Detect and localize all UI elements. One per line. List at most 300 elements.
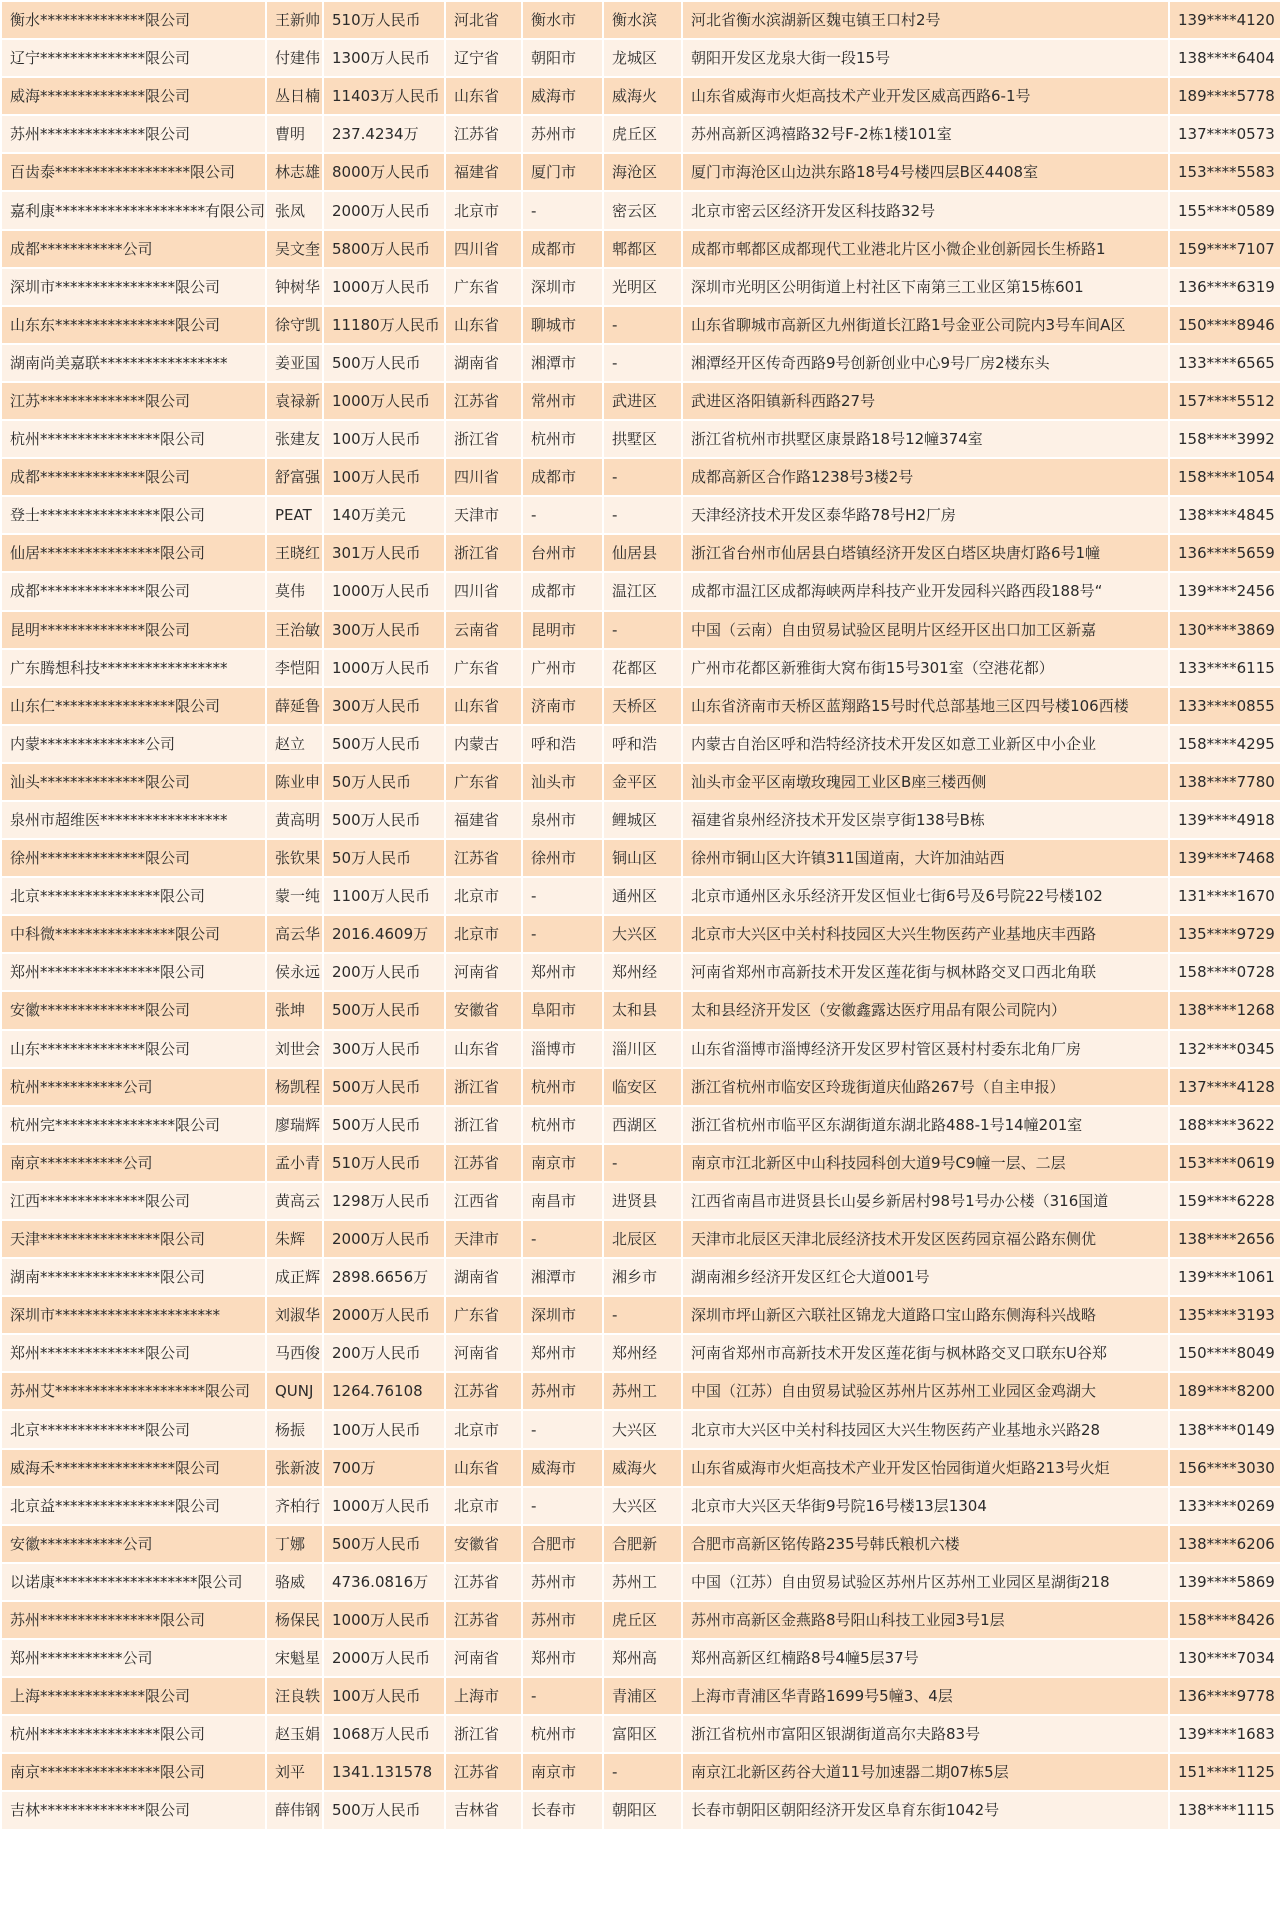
province-cell: 福建省 bbox=[446, 802, 521, 838]
address-cell: 中国（云南）自由贸易试验区昆明片区经开区出口加工区新嘉 bbox=[683, 612, 1168, 648]
province-cell: 浙江省 bbox=[446, 535, 521, 571]
city-cell: - bbox=[523, 497, 602, 533]
city-cell: 郑州市 bbox=[523, 954, 602, 990]
phone-cell: 158****8426 bbox=[1170, 1602, 1280, 1638]
legal-rep-cell: 侯永远 bbox=[267, 954, 322, 990]
legal-rep-cell: 廖瑞辉 bbox=[267, 1107, 322, 1143]
city-cell: 南昌市 bbox=[523, 1183, 602, 1219]
registered-capital-cell: 500万人民币 bbox=[324, 345, 444, 381]
phone-cell: 133****0269 bbox=[1170, 1488, 1280, 1524]
province-cell: 四川省 bbox=[446, 459, 521, 495]
table-row bbox=[2, 383, 1280, 419]
registered-capital-cell: 700万 bbox=[324, 1450, 444, 1486]
district-cell: 湘乡市 bbox=[604, 1259, 681, 1295]
city-cell: 苏州市 bbox=[523, 1373, 602, 1409]
legal-rep-cell: 袁禄新 bbox=[267, 383, 322, 419]
registered-capital-cell: 500万人民币 bbox=[324, 1069, 444, 1105]
table-row bbox=[2, 688, 1280, 724]
table-row bbox=[2, 764, 1280, 800]
city-cell: 聊城市 bbox=[523, 307, 602, 343]
province-cell: 山东省 bbox=[446, 307, 521, 343]
phone-cell: 188****3622 bbox=[1170, 1107, 1280, 1143]
registered-capital-cell: 1298万人民币 bbox=[324, 1183, 444, 1219]
phone-cell: 158****4295 bbox=[1170, 726, 1280, 762]
registered-capital-cell: 8000万人民币 bbox=[324, 154, 444, 190]
company-name-cell: 登士****************限公司 bbox=[2, 497, 265, 533]
district-cell: 青浦区 bbox=[604, 1678, 681, 1714]
city-cell: 衡水市 bbox=[523, 2, 602, 38]
address-cell: 深圳市坪山新区六联社区锦龙大道路口宝山路东侧海科兴战略 bbox=[683, 1297, 1168, 1333]
city-cell: 成都市 bbox=[523, 573, 602, 609]
legal-rep-cell: PEAT bbox=[267, 497, 322, 533]
phone-cell: 158****3992 bbox=[1170, 421, 1280, 457]
table-row bbox=[2, 878, 1280, 914]
province-cell: 上海市 bbox=[446, 1678, 521, 1714]
district-cell: 天桥区 bbox=[604, 688, 681, 724]
phone-cell: 132****0345 bbox=[1170, 1031, 1280, 1067]
district-cell: 郑州高 bbox=[604, 1640, 681, 1676]
district-cell: 郑州经 bbox=[604, 1335, 681, 1371]
address-cell: 山东省威海市火炬高技术产业开发区怡园街道火炬路213号火炬 bbox=[683, 1450, 1168, 1486]
address-cell: 山东省济南市天桥区蓝翔路15号时代总部基地三区四号楼106西楼 bbox=[683, 688, 1168, 724]
table-row bbox=[2, 40, 1280, 76]
legal-rep-cell: 杨振 bbox=[267, 1411, 322, 1447]
province-cell: 安徽省 bbox=[446, 992, 521, 1028]
table-row bbox=[2, 1221, 1280, 1257]
province-cell: 山东省 bbox=[446, 688, 521, 724]
province-cell: 内蒙古 bbox=[446, 726, 521, 762]
district-cell: - bbox=[604, 1754, 681, 1790]
legal-rep-cell: 杨保民 bbox=[267, 1602, 322, 1638]
legal-rep-cell: 成正辉 bbox=[267, 1259, 322, 1295]
table-row bbox=[2, 269, 1280, 305]
table-row bbox=[2, 1564, 1280, 1600]
registered-capital-cell: 2000万人民币 bbox=[324, 1297, 444, 1333]
city-cell: 杭州市 bbox=[523, 1107, 602, 1143]
province-cell: 北京市 bbox=[446, 1411, 521, 1447]
address-cell: 太和县经济开发区（安徽鑫露达医疗用品有限公司院内） bbox=[683, 992, 1168, 1028]
company-name-cell: 深圳市********************** bbox=[2, 1297, 265, 1333]
table-row bbox=[2, 1069, 1280, 1105]
phone-cell: 138****1115 bbox=[1170, 1792, 1280, 1828]
district-cell: 仙居县 bbox=[604, 535, 681, 571]
table-row bbox=[2, 459, 1280, 495]
registered-capital-cell: 1000万人民币 bbox=[324, 573, 444, 609]
legal-rep-cell: 张新波 bbox=[267, 1450, 322, 1486]
address-cell: 浙江省台州市仙居县白塔镇经济开发区白塔区块唐灯路6号1幢 bbox=[683, 535, 1168, 571]
province-cell: 河南省 bbox=[446, 1640, 521, 1676]
district-cell: 拱墅区 bbox=[604, 421, 681, 457]
province-cell: 北京市 bbox=[446, 878, 521, 914]
table-row bbox=[2, 802, 1280, 838]
table-row bbox=[2, 612, 1280, 648]
address-cell: 南京市江北新区中山科技园科创大道9号C9幢一层、二层 bbox=[683, 1145, 1168, 1181]
province-cell: 广东省 bbox=[446, 269, 521, 305]
city-cell: 广州市 bbox=[523, 650, 602, 686]
registered-capital-cell: 1000万人民币 bbox=[324, 383, 444, 419]
province-cell: 江苏省 bbox=[446, 1564, 521, 1600]
registered-capital-cell: 500万人民币 bbox=[324, 726, 444, 762]
province-cell: 北京市 bbox=[446, 192, 521, 228]
table-row bbox=[2, 1297, 1280, 1333]
legal-rep-cell: 蒙一纯 bbox=[267, 878, 322, 914]
registered-capital-cell: 2000万人民币 bbox=[324, 192, 444, 228]
phone-cell: 139****5869 bbox=[1170, 1564, 1280, 1600]
district-cell: - bbox=[604, 345, 681, 381]
phone-cell: 133****6115 bbox=[1170, 650, 1280, 686]
table-row bbox=[2, 1754, 1280, 1790]
registered-capital-cell: 1264.76108 bbox=[324, 1373, 444, 1409]
district-cell: 温江区 bbox=[604, 573, 681, 609]
legal-rep-cell: 莫伟 bbox=[267, 573, 322, 609]
phone-cell: 139****2456 bbox=[1170, 573, 1280, 609]
city-cell: 徐州市 bbox=[523, 840, 602, 876]
address-cell: 天津经济技术开发区泰华路78号H2厂房 bbox=[683, 497, 1168, 533]
city-cell: 淄博市 bbox=[523, 1031, 602, 1067]
legal-rep-cell: 徐守凯 bbox=[267, 307, 322, 343]
address-cell: 浙江省杭州市临平区东湖街道东湖北路488-1号14幢201室 bbox=[683, 1107, 1168, 1143]
table-row bbox=[2, 840, 1280, 876]
company-name-cell: 苏州艾********************限公司 bbox=[2, 1373, 265, 1409]
province-cell: 浙江省 bbox=[446, 1716, 521, 1752]
company-name-cell: 杭州***********公司 bbox=[2, 1069, 265, 1105]
legal-rep-cell: 付建伟 bbox=[267, 40, 322, 76]
province-cell: 吉林省 bbox=[446, 1792, 521, 1828]
company-name-cell: 威海禾****************限公司 bbox=[2, 1450, 265, 1486]
phone-cell: 138****7780 bbox=[1170, 764, 1280, 800]
city-cell: - bbox=[523, 1488, 602, 1524]
company-name-cell: 广东腾想科技***************** bbox=[2, 650, 265, 686]
district-cell: 金平区 bbox=[604, 764, 681, 800]
district-cell: - bbox=[604, 612, 681, 648]
district-cell: 朝阳区 bbox=[604, 1792, 681, 1828]
legal-rep-cell: 朱辉 bbox=[267, 1221, 322, 1257]
company-name-cell: 江苏**************限公司 bbox=[2, 383, 265, 419]
table-row bbox=[2, 421, 1280, 457]
phone-cell: 153****0619 bbox=[1170, 1145, 1280, 1181]
city-cell: 南京市 bbox=[523, 1145, 602, 1181]
table-row bbox=[2, 1526, 1280, 1562]
city-cell: 深圳市 bbox=[523, 269, 602, 305]
registered-capital-cell: 11403万人民币 bbox=[324, 78, 444, 114]
table-row bbox=[2, 650, 1280, 686]
address-cell: 北京市通州区永乐经济开发区恒业七街6号及6号院22号楼102 bbox=[683, 878, 1168, 914]
phone-cell: 150****8946 bbox=[1170, 307, 1280, 343]
company-name-cell: 内蒙**************公司 bbox=[2, 726, 265, 762]
registered-capital-cell: 1068万人民币 bbox=[324, 1716, 444, 1752]
district-cell: 虎丘区 bbox=[604, 116, 681, 152]
district-cell: 富阳区 bbox=[604, 1716, 681, 1752]
phone-cell: 189****5778 bbox=[1170, 78, 1280, 114]
city-cell: 南京市 bbox=[523, 1754, 602, 1790]
city-cell: 朝阳市 bbox=[523, 40, 602, 76]
address-cell: 浙江省杭州市临安区玲珑街道庆仙路267号（自主申报） bbox=[683, 1069, 1168, 1105]
company-name-cell: 上海**************限公司 bbox=[2, 1678, 265, 1714]
legal-rep-cell: 刘平 bbox=[267, 1754, 322, 1790]
city-cell: 成都市 bbox=[523, 459, 602, 495]
company-name-cell: 以诺康*******************限公司 bbox=[2, 1564, 265, 1600]
address-cell: 北京市大兴区天华街9号院16号楼13层1304 bbox=[683, 1488, 1168, 1524]
table-row bbox=[2, 116, 1280, 152]
phone-cell: 133****6565 bbox=[1170, 345, 1280, 381]
registered-capital-cell: 1000万人民币 bbox=[324, 1488, 444, 1524]
phone-cell: 151****1125 bbox=[1170, 1754, 1280, 1790]
province-cell: 四川省 bbox=[446, 231, 521, 267]
registered-capital-cell: 1000万人民币 bbox=[324, 1602, 444, 1638]
company-name-cell: 南京****************限公司 bbox=[2, 1754, 265, 1790]
district-cell: 大兴区 bbox=[604, 1411, 681, 1447]
city-cell: 苏州市 bbox=[523, 1564, 602, 1600]
phone-cell: 138****6206 bbox=[1170, 1526, 1280, 1562]
province-cell: 浙江省 bbox=[446, 1069, 521, 1105]
company-name-cell: 北京****************限公司 bbox=[2, 878, 265, 914]
registered-capital-cell: 500万人民币 bbox=[324, 992, 444, 1028]
address-cell: 浙江省杭州市拱墅区康景路18号12幢374室 bbox=[683, 421, 1168, 457]
city-cell: 湘潭市 bbox=[523, 1259, 602, 1295]
registered-capital-cell: 5800万人民币 bbox=[324, 231, 444, 267]
address-cell: 成都市郫都区成都现代工业港北片区小微企业创新园长生桥路1 bbox=[683, 231, 1168, 267]
phone-cell: 138****0149 bbox=[1170, 1411, 1280, 1447]
table-row bbox=[2, 1107, 1280, 1143]
company-name-cell: 百齿泰******************限公司 bbox=[2, 154, 265, 190]
district-cell: 进贤县 bbox=[604, 1183, 681, 1219]
company-name-cell: 汕头**************限公司 bbox=[2, 764, 265, 800]
company-name-cell: 苏州**************限公司 bbox=[2, 116, 265, 152]
legal-rep-cell: 赵玉娟 bbox=[267, 1716, 322, 1752]
company-name-cell: 威海**************限公司 bbox=[2, 78, 265, 114]
phone-cell: 131****1670 bbox=[1170, 878, 1280, 914]
legal-rep-cell: 王晓红 bbox=[267, 535, 322, 571]
district-cell: 铜山区 bbox=[604, 840, 681, 876]
district-cell: 衡水滨 bbox=[604, 2, 681, 38]
address-cell: 苏州高新区鸿禧路32号F-2栋1楼101室 bbox=[683, 116, 1168, 152]
district-cell: 花都区 bbox=[604, 650, 681, 686]
phone-cell: 138****2656 bbox=[1170, 1221, 1280, 1257]
company-name-cell: 昆明**************限公司 bbox=[2, 612, 265, 648]
city-cell: 杭州市 bbox=[523, 1716, 602, 1752]
city-cell: 杭州市 bbox=[523, 1069, 602, 1105]
district-cell: 苏州工 bbox=[604, 1373, 681, 1409]
registered-capital-cell: 11180万人民币 bbox=[324, 307, 444, 343]
registered-capital-cell: 237.4234万 bbox=[324, 116, 444, 152]
city-cell: 长春市 bbox=[523, 1792, 602, 1828]
registered-capital-cell: 140万美元 bbox=[324, 497, 444, 533]
province-cell: 江苏省 bbox=[446, 116, 521, 152]
company-name-cell: 苏州****************限公司 bbox=[2, 1602, 265, 1638]
table-row bbox=[2, 1450, 1280, 1486]
table-row bbox=[2, 1259, 1280, 1295]
province-cell: 河南省 bbox=[446, 954, 521, 990]
table-row bbox=[2, 1488, 1280, 1524]
legal-rep-cell: 钟树华 bbox=[267, 269, 322, 305]
province-cell: 湖南省 bbox=[446, 1259, 521, 1295]
phone-cell: 136****5659 bbox=[1170, 535, 1280, 571]
province-cell: 江苏省 bbox=[446, 1754, 521, 1790]
company-name-cell: 南京***********公司 bbox=[2, 1145, 265, 1181]
legal-rep-cell: QUNJ bbox=[267, 1373, 322, 1409]
city-cell: 泉州市 bbox=[523, 802, 602, 838]
company-name-cell: 杭州完****************限公司 bbox=[2, 1107, 265, 1143]
address-cell: 合肥市高新区铭传路235号韩氏粮机六楼 bbox=[683, 1526, 1168, 1562]
legal-rep-cell: 王新帅 bbox=[267, 2, 322, 38]
legal-rep-cell: 刘淑华 bbox=[267, 1297, 322, 1333]
company-name-cell: 杭州****************限公司 bbox=[2, 1716, 265, 1752]
table-row bbox=[2, 307, 1280, 343]
legal-rep-cell: 舒富强 bbox=[267, 459, 322, 495]
registered-capital-cell: 100万人民币 bbox=[324, 1678, 444, 1714]
registered-capital-cell: 301万人民币 bbox=[324, 535, 444, 571]
company-name-cell: 辽宁**************限公司 bbox=[2, 40, 265, 76]
address-cell: 湖南湘乡经济开发区红仑大道001号 bbox=[683, 1259, 1168, 1295]
city-cell: 汕头市 bbox=[523, 764, 602, 800]
legal-rep-cell: 李恺阳 bbox=[267, 650, 322, 686]
registered-capital-cell: 100万人民币 bbox=[324, 1411, 444, 1447]
phone-cell: 150****8049 bbox=[1170, 1335, 1280, 1371]
registered-capital-cell: 1100万人民币 bbox=[324, 878, 444, 914]
registered-capital-cell: 4736.0816万 bbox=[324, 1564, 444, 1600]
address-cell: 苏州市高新区金燕路8号阳山科技工业园3号1层 bbox=[683, 1602, 1168, 1638]
phone-cell: 130****3869 bbox=[1170, 612, 1280, 648]
province-cell: 江苏省 bbox=[446, 840, 521, 876]
legal-rep-cell: 吴文奎 bbox=[267, 231, 322, 267]
district-cell: - bbox=[604, 1145, 681, 1181]
city-cell: 成都市 bbox=[523, 231, 602, 267]
registered-capital-cell: 500万人民币 bbox=[324, 1526, 444, 1562]
legal-rep-cell: 刘世会 bbox=[267, 1031, 322, 1067]
table-row bbox=[2, 1602, 1280, 1638]
district-cell: - bbox=[604, 459, 681, 495]
address-cell: 深圳市光明区公明街道上村社区下南第三工业区第15栋601 bbox=[683, 269, 1168, 305]
phone-cell: 159****6228 bbox=[1170, 1183, 1280, 1219]
district-cell: 大兴区 bbox=[604, 916, 681, 952]
phone-cell: 159****7107 bbox=[1170, 231, 1280, 267]
province-cell: 河北省 bbox=[446, 2, 521, 38]
legal-rep-cell: 薛延鲁 bbox=[267, 688, 322, 724]
address-cell: 厦门市海沧区山边洪东路18号4号楼四层B区4408室 bbox=[683, 154, 1168, 190]
registered-capital-cell: 2898.6656万 bbox=[324, 1259, 444, 1295]
table-body bbox=[2, 2, 1280, 1829]
legal-rep-cell: 林志雄 bbox=[267, 154, 322, 190]
company-name-cell: 成都**************限公司 bbox=[2, 573, 265, 609]
legal-rep-cell: 高云华 bbox=[267, 916, 322, 952]
table-row bbox=[2, 497, 1280, 533]
phone-cell: 155****0589 bbox=[1170, 192, 1280, 228]
company-name-cell: 深圳市****************限公司 bbox=[2, 269, 265, 305]
table-row bbox=[2, 1335, 1280, 1371]
province-cell: 江苏省 bbox=[446, 1373, 521, 1409]
address-cell: 北京市大兴区中关村科技园区大兴生物医药产业基地永兴路28 bbox=[683, 1411, 1168, 1447]
address-cell: 湘潭经开区传奇西路9号创新创业中心9号厂房2楼东头 bbox=[683, 345, 1168, 381]
company-name-cell: 山东**************限公司 bbox=[2, 1031, 265, 1067]
district-cell: 密云区 bbox=[604, 192, 681, 228]
table-row bbox=[2, 535, 1280, 571]
district-cell: 郫都区 bbox=[604, 231, 681, 267]
district-cell: 合肥新 bbox=[604, 1526, 681, 1562]
province-cell: 江苏省 bbox=[446, 1602, 521, 1638]
table-row bbox=[2, 1678, 1280, 1714]
phone-cell: 153****5583 bbox=[1170, 154, 1280, 190]
phone-cell: 137****4128 bbox=[1170, 1069, 1280, 1105]
address-cell: 中国（江苏）自由贸易试验区苏州片区苏州工业园区金鸡湖大 bbox=[683, 1373, 1168, 1409]
province-cell: 广东省 bbox=[446, 650, 521, 686]
address-cell: 河南省郑州市高新技术开发区莲花街与枫林路交叉口联东U谷郑 bbox=[683, 1335, 1168, 1371]
city-cell: 郑州市 bbox=[523, 1640, 602, 1676]
company-name-cell: 山东仁****************限公司 bbox=[2, 688, 265, 724]
province-cell: 江西省 bbox=[446, 1183, 521, 1219]
legal-rep-cell: 杨凯程 bbox=[267, 1069, 322, 1105]
province-cell: 山东省 bbox=[446, 1031, 521, 1067]
address-cell: 北京市密云区经济开发区科技路32号 bbox=[683, 192, 1168, 228]
district-cell: 龙城区 bbox=[604, 40, 681, 76]
district-cell: 呼和浩 bbox=[604, 726, 681, 762]
company-name-cell: 北京**************限公司 bbox=[2, 1411, 265, 1447]
province-cell: 广东省 bbox=[446, 1297, 521, 1333]
address-cell: 河南省郑州市高新技术开发区莲花街与枫林路交叉口西北角联 bbox=[683, 954, 1168, 990]
legal-rep-cell: 张建友 bbox=[267, 421, 322, 457]
province-cell: 北京市 bbox=[446, 1488, 521, 1524]
legal-rep-cell: 张钦果 bbox=[267, 840, 322, 876]
city-cell: 苏州市 bbox=[523, 1602, 602, 1638]
table-row bbox=[2, 1792, 1280, 1828]
address-cell: 山东省淄博市淄博经济开发区罗村管区聂村村委东北角厂房 bbox=[683, 1031, 1168, 1067]
company-name-cell: 北京益****************限公司 bbox=[2, 1488, 265, 1524]
address-cell: 上海市青浦区华青路1699号5幢3、4层 bbox=[683, 1678, 1168, 1714]
city-cell: 昆明市 bbox=[523, 612, 602, 648]
district-cell: - bbox=[604, 307, 681, 343]
phone-cell: 189****8200 bbox=[1170, 1373, 1280, 1409]
table-row bbox=[2, 192, 1280, 228]
province-cell: 山东省 bbox=[446, 78, 521, 114]
city-cell: 厦门市 bbox=[523, 154, 602, 190]
company-name-cell: 衡水**************限公司 bbox=[2, 2, 265, 38]
address-cell: 汕头市金平区南墩玫瑰园工业区B座三楼西侧 bbox=[683, 764, 1168, 800]
district-cell: - bbox=[604, 497, 681, 533]
province-cell: 湖南省 bbox=[446, 345, 521, 381]
city-cell: 深圳市 bbox=[523, 1297, 602, 1333]
province-cell: 安徽省 bbox=[446, 1526, 521, 1562]
legal-rep-cell: 赵立 bbox=[267, 726, 322, 762]
registered-capital-cell: 300万人民币 bbox=[324, 1031, 444, 1067]
district-cell: 郑州经 bbox=[604, 954, 681, 990]
address-cell: 北京市大兴区中关村科技园区大兴生物医药产业基地庆丰西路 bbox=[683, 916, 1168, 952]
company-name-cell: 山东东****************限公司 bbox=[2, 307, 265, 343]
city-cell: 杭州市 bbox=[523, 421, 602, 457]
phone-cell: 158****1054 bbox=[1170, 459, 1280, 495]
phone-cell: 139****4918 bbox=[1170, 802, 1280, 838]
province-cell: 四川省 bbox=[446, 573, 521, 609]
district-cell: 淄川区 bbox=[604, 1031, 681, 1067]
legal-rep-cell: 齐柏行 bbox=[267, 1488, 322, 1524]
company-name-cell: 安徽***********公司 bbox=[2, 1526, 265, 1562]
company-name-cell: 湖南尚美嘉联***************** bbox=[2, 345, 265, 381]
legal-rep-cell: 孟小青 bbox=[267, 1145, 322, 1181]
registered-capital-cell: 500万人民币 bbox=[324, 1107, 444, 1143]
province-cell: 河南省 bbox=[446, 1335, 521, 1371]
province-cell: 北京市 bbox=[446, 916, 521, 952]
registered-capital-cell: 2000万人民币 bbox=[324, 1640, 444, 1676]
phone-cell: 138****6404 bbox=[1170, 40, 1280, 76]
registered-capital-cell: 100万人民币 bbox=[324, 459, 444, 495]
table-row bbox=[2, 573, 1280, 609]
table-row bbox=[2, 726, 1280, 762]
province-cell: 辽宁省 bbox=[446, 40, 521, 76]
province-cell: 广东省 bbox=[446, 764, 521, 800]
address-cell: 广州市花都区新雅街大窝布街15号301室（空港花都） bbox=[683, 650, 1168, 686]
registered-capital-cell: 510万人民币 bbox=[324, 1145, 444, 1181]
registered-capital-cell: 300万人民币 bbox=[324, 612, 444, 648]
city-cell: - bbox=[523, 192, 602, 228]
city-cell: 湘潭市 bbox=[523, 345, 602, 381]
